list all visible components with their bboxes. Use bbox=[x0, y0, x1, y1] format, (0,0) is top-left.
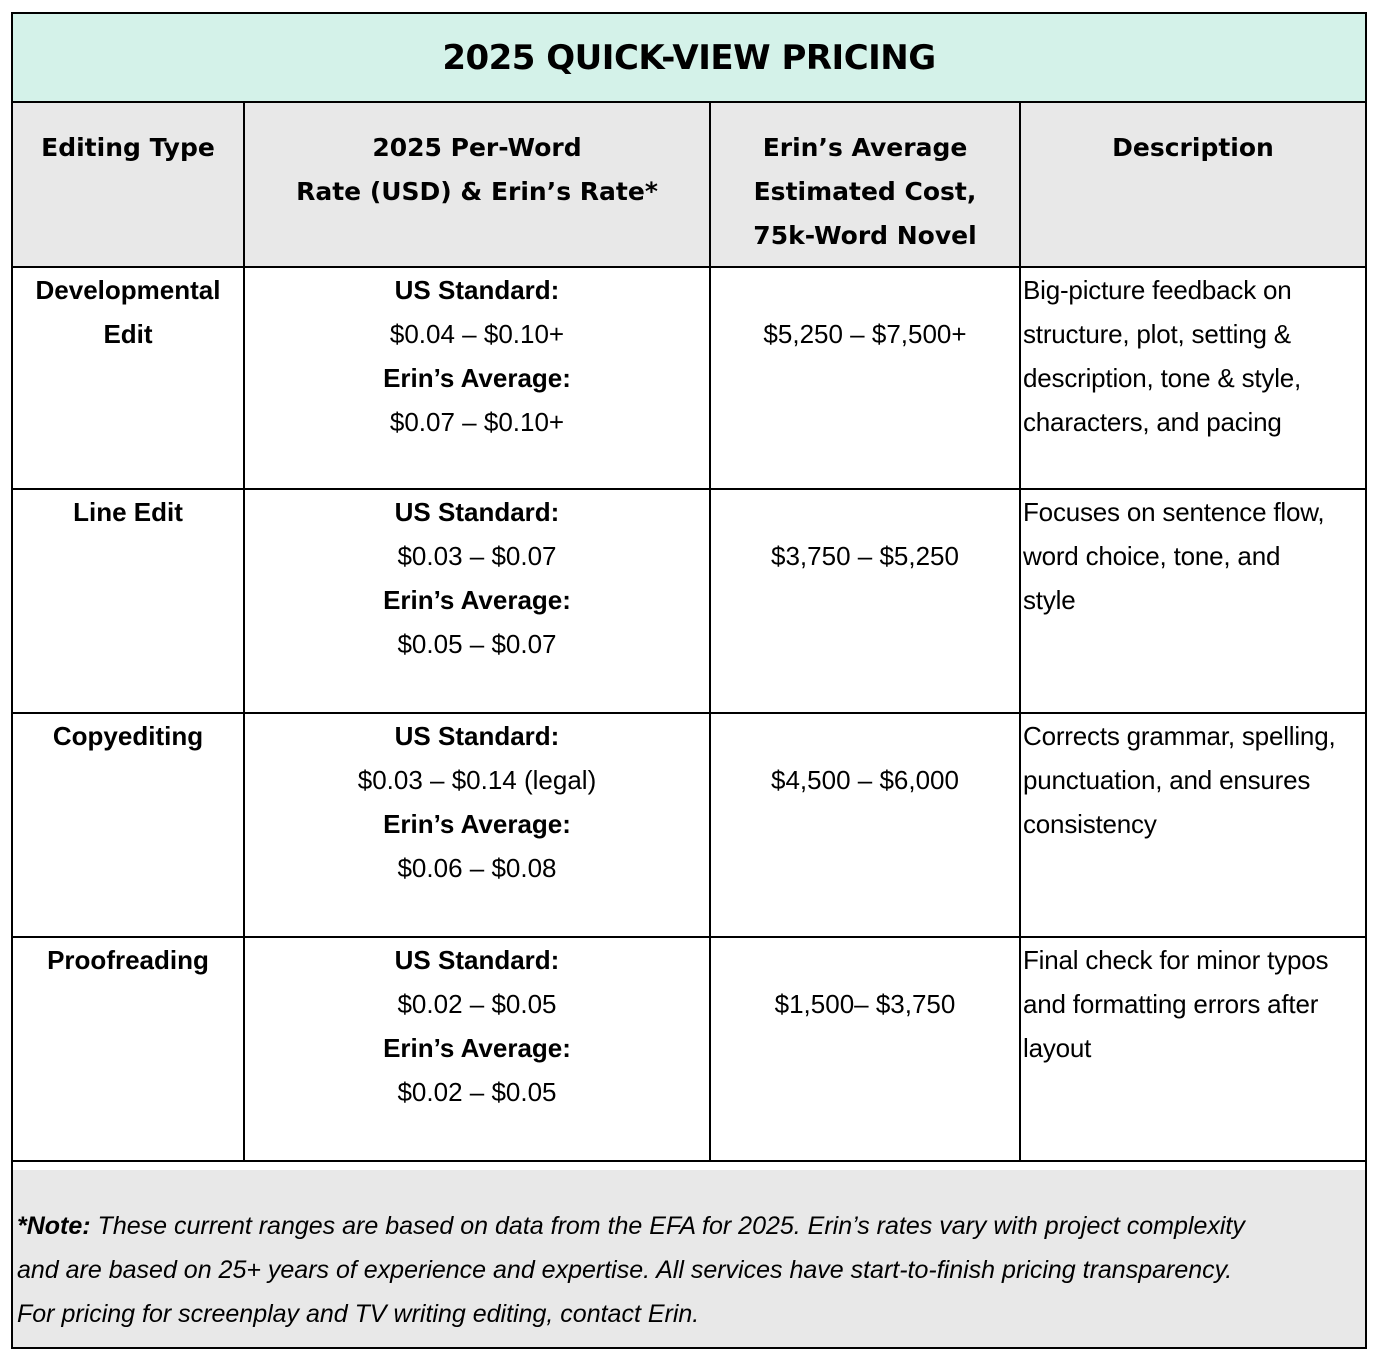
pricing-table bbox=[13, 103, 1365, 1162]
us-standard-value: $0.03 – $0.07 bbox=[397, 541, 557, 571]
editing-type-label: Copyediting bbox=[52, 721, 204, 751]
us-standard-label: US Standard: bbox=[394, 275, 560, 305]
header-row bbox=[13, 103, 1365, 267]
column-header-rate bbox=[244, 103, 710, 267]
column-header-cost bbox=[710, 103, 1020, 267]
note-line: and are based on 25+ years of experience and expertise. All services have start-to-finish pricing transparency. bbox=[17, 1256, 1233, 1284]
description-line: Big-picture feedback on bbox=[1023, 275, 1292, 305]
us-standard-value: $0.04 – $0.10+ bbox=[389, 319, 565, 349]
description-line: punctuation, and ensures bbox=[1023, 765, 1311, 795]
us-standard-label: US Standard: bbox=[394, 721, 560, 751]
erin-average-label: Erin’s Average: bbox=[383, 363, 571, 393]
description-line: consistency bbox=[1023, 809, 1157, 839]
description-cell bbox=[1020, 713, 1365, 937]
erin-average-label: Erin’s Average: bbox=[383, 809, 571, 839]
note-label: *Note: bbox=[17, 1212, 91, 1240]
column-header-description bbox=[1020, 103, 1365, 267]
column-header-label: 75k-Word Novel bbox=[753, 221, 977, 250]
description-line: and formatting errors after bbox=[1023, 989, 1319, 1019]
estimated-cost: $1,500– $3,750 bbox=[774, 989, 956, 1019]
editing-type-cell bbox=[13, 267, 244, 489]
column-header-label: Editing Type bbox=[41, 133, 215, 162]
column-header-label: Description bbox=[1112, 133, 1274, 162]
table-row bbox=[13, 713, 1365, 937]
editing-type-cell bbox=[13, 937, 244, 1161]
estimated-cost: $5,250 – $7,500+ bbox=[763, 319, 967, 349]
description-line: style bbox=[1023, 585, 1076, 615]
note-line: For pricing for screenplay and TV writing editing, contact Erin. bbox=[17, 1300, 700, 1328]
rate-cell bbox=[244, 267, 710, 489]
column-header-label: Erin’s Average bbox=[762, 133, 968, 162]
description-cell bbox=[1020, 267, 1365, 489]
column-header-editing-type bbox=[13, 103, 244, 267]
description-line: description, tone & style, bbox=[1023, 363, 1302, 393]
erin-average-value: $0.02 – $0.05 bbox=[397, 1077, 557, 1107]
pricing-frame bbox=[11, 12, 1367, 1349]
description-line: word choice, tone, and bbox=[1023, 541, 1281, 571]
note-line bbox=[17, 1204, 1361, 1248]
editing-type-label: Edit bbox=[103, 319, 153, 349]
cost-cell bbox=[710, 489, 1020, 713]
description-line: structure, plot, setting & bbox=[1023, 319, 1291, 349]
description-line: Focuses on sentence flow, bbox=[1023, 497, 1325, 527]
rate-cell bbox=[244, 937, 710, 1161]
description-line: characters, and pacing bbox=[1023, 407, 1282, 437]
cost-cell bbox=[710, 267, 1020, 489]
description-line: Final check for minor typos bbox=[1023, 945, 1329, 975]
rate-cell bbox=[244, 713, 710, 937]
description-cell bbox=[1020, 489, 1365, 713]
estimated-cost: $4,500 – $6,000 bbox=[771, 765, 959, 795]
page-title: 2025 QUICK-VIEW PRICING bbox=[13, 14, 1365, 103]
editing-type-label: Developmental bbox=[35, 275, 221, 305]
description-line: layout bbox=[1023, 1033, 1092, 1063]
us-standard-value: $0.02 – $0.05 bbox=[397, 989, 557, 1019]
erin-average-label: Erin’s Average: bbox=[383, 1033, 571, 1063]
table-row bbox=[13, 937, 1365, 1161]
table-row bbox=[13, 267, 1365, 489]
editing-type-cell bbox=[13, 489, 244, 713]
editing-type-cell bbox=[13, 713, 244, 937]
column-header-label: Estimated Cost, bbox=[753, 177, 977, 206]
us-standard-label: US Standard: bbox=[394, 945, 560, 975]
description-cell bbox=[1020, 937, 1365, 1161]
column-header-label: Rate (USD) & Erin’s Rate* bbox=[296, 177, 658, 206]
pricing-note bbox=[13, 1170, 1365, 1347]
column-header-label: 2025 Per-Word bbox=[372, 133, 582, 162]
cost-cell bbox=[710, 937, 1020, 1161]
estimated-cost: $3,750 – $5,250 bbox=[771, 541, 959, 571]
description-line: Corrects grammar, spelling, bbox=[1023, 721, 1336, 751]
us-standard-label: US Standard: bbox=[394, 497, 560, 527]
editing-type-label: Line Edit bbox=[73, 497, 183, 527]
erin-average-value: $0.05 – $0.07 bbox=[397, 629, 557, 659]
note-text: These current ranges are based on data from the EFA for 2025. Erin’s rates vary with project complexity bbox=[90, 1212, 1245, 1240]
table-row bbox=[13, 489, 1365, 713]
us-standard-value: $0.03 – $0.14 (legal) bbox=[357, 765, 597, 795]
erin-average-value: $0.07 – $0.10+ bbox=[389, 407, 565, 437]
rate-cell bbox=[244, 489, 710, 713]
erin-average-value: $0.06 – $0.08 bbox=[397, 853, 557, 883]
cost-cell bbox=[710, 713, 1020, 937]
erin-average-label: Erin’s Average: bbox=[383, 585, 571, 615]
editing-type-label: Proofreading bbox=[47, 945, 209, 975]
